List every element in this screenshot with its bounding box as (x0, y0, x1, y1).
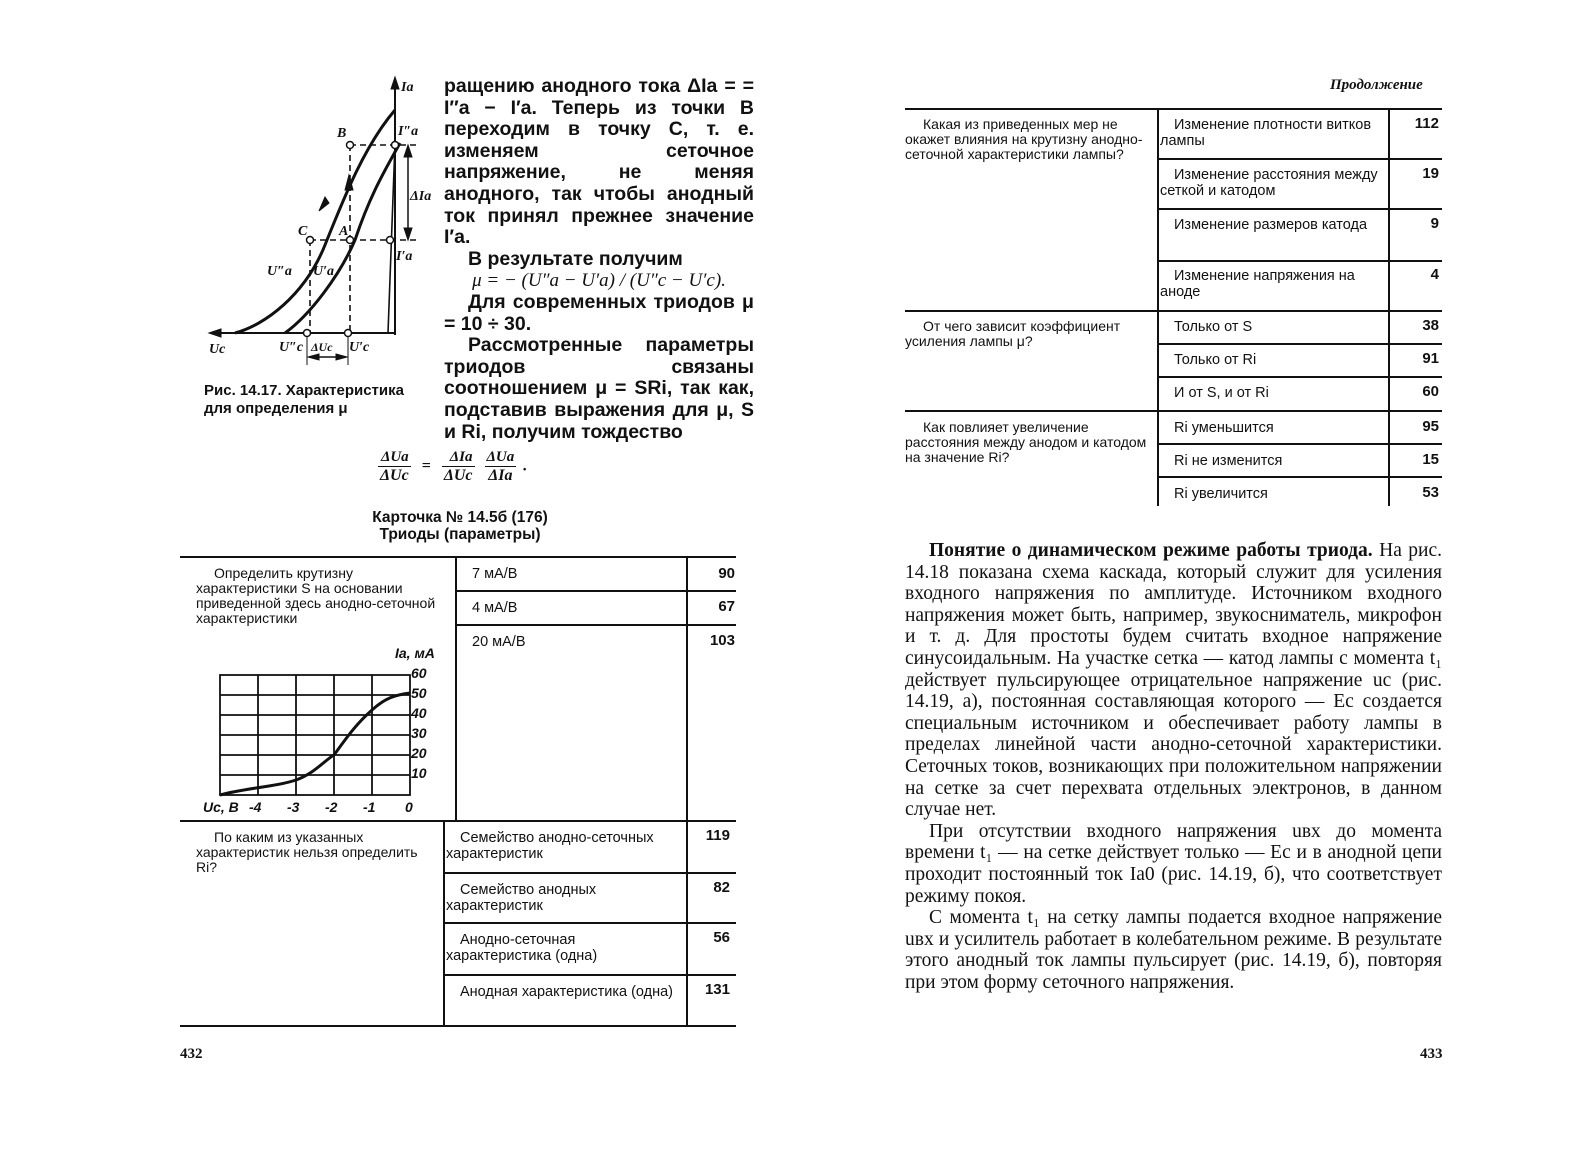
anode-grid-characteristic-chart (195, 640, 440, 820)
y-tick: 40 (411, 705, 427, 721)
label-uc-axis: Uс (209, 342, 226, 357)
answer-code: 131 (704, 981, 730, 998)
table-rule (905, 108, 1442, 110)
label-uc-single: U′с (349, 340, 370, 355)
paragraph: С момента t₁ на сетку лампы подается входное напряжение uвх и усилитель работает в колебательном режиме. В результате этого анодный ток лампы пульсирует (рис. 14.19, б), повторяя при этом форму сеточного напряжения. (905, 907, 1442, 993)
fraction: $\frac{\text{ΔUа}}{\text{ΔUс}}$ (380, 449, 409, 484)
table-rule (1157, 376, 1442, 378)
table-rule (686, 556, 688, 1026)
table-rule (443, 922, 736, 924)
y-tick: 60 (411, 665, 427, 681)
answer-code: 90 (718, 565, 735, 582)
card-title: Карточка № 14.5б (176) (372, 509, 548, 526)
chart-ylabel: Iа, мА (395, 645, 435, 661)
table-rule (455, 556, 457, 820)
label-uc-double: U″с (279, 340, 304, 355)
x-tick: -3 (287, 799, 300, 815)
page-number: 432 (180, 1046, 203, 1062)
label-ia-axis: Iа (401, 80, 414, 95)
answer-code: 112 (1414, 115, 1439, 132)
question-cell: Как повлияет увеличение расстояния между анодом и катодом на значение Ri? (905, 419, 1147, 465)
answer-code: 38 (1422, 317, 1439, 334)
question-cell: От чего зависит коэффициент усиления лампы μ? (905, 318, 1121, 349)
answer-cell: 20 мА/В (472, 634, 526, 650)
answer-cell: Ri увеличится (1174, 486, 1268, 502)
table-rule (443, 974, 736, 976)
table-rule (1157, 158, 1442, 160)
label-delta-uc: ΔUс (311, 340, 333, 354)
y-tick: 30 (411, 725, 427, 741)
table-rule (180, 820, 736, 822)
question-cell: По каким из указанных характеристик нельзя определить Ri? (196, 829, 418, 875)
answer-cell: Только от S (1174, 319, 1253, 335)
figure-caption: Рис. 14.17. Характеристика для определения μ (204, 382, 404, 417)
figure-14-17-diagram (195, 75, 435, 375)
x-tick: -4 (249, 799, 262, 815)
answer-code: 9 (1430, 215, 1439, 232)
paragraph: Для современных триодов μ = 10 ÷ 30. (444, 290, 754, 335)
x-tick: -1 (363, 799, 376, 815)
section-heading: Понятие о динамическом режиме работы триода. (929, 540, 1373, 561)
answer-code: 56 (713, 929, 730, 946)
answer-code: 15 (1422, 451, 1439, 468)
label-ua-single: U′а (313, 264, 335, 279)
table-rule (1157, 108, 1159, 506)
label-ua-double: U″а (267, 264, 292, 279)
answer-cell: Изменение расстояния между сеткой и катодом (1160, 167, 1378, 199)
continuation-label: Продолжение (1330, 77, 1423, 93)
label-point-c: C (298, 224, 308, 239)
paragraph: В результате получим (468, 247, 683, 270)
label-point-b: B (337, 126, 347, 141)
answer-cell: Семейство анодных характеристик (446, 882, 597, 914)
identity-formula: $\frac{\text{ΔUа}}{\text{ΔUс}}$ = $\frac{\text{ΔIа}}{\text{ΔUс}}$ $\frac{\text{ΔUа}}{\text{ΔIа}}$ . (380, 449, 528, 484)
page-number: 433 (1420, 1046, 1443, 1062)
formula-mu: μ = − (U″а − U′а) / (U″с − U′с). (472, 270, 726, 292)
answer-cell: Ri не изменится (1174, 453, 1283, 469)
answer-cell: И от S, и от Ri (1174, 385, 1269, 401)
label-delta-ia: ΔIа (410, 189, 432, 204)
label-ia-single: I′а (396, 249, 413, 264)
table-rule (1388, 108, 1390, 506)
card-heading (180, 509, 740, 543)
y-tick: 20 (411, 745, 427, 761)
answer-code: 67 (718, 598, 735, 615)
right-body-text (905, 540, 1442, 993)
table-rule (1157, 343, 1442, 345)
table-rule (1157, 208, 1442, 210)
question-cell: Определить крутизну характеристики S на основании приведенной здесь анодно-сеточной характеристики (196, 565, 436, 626)
answer-code: 95 (1422, 418, 1439, 435)
table-rule (180, 556, 736, 558)
paragraph: Рассмотренные параметры триодов связаны соотношением μ = SRi, так как, подставив выражения для μ, S и Ri, получим тождество (444, 334, 754, 443)
chart-xlabel: Uс, В (203, 799, 239, 815)
answer-cell: 7 мА/В (472, 566, 518, 582)
label-point-a: A (339, 224, 349, 239)
answer-cell: Изменение размеров катода (1174, 217, 1368, 233)
answer-code: 19 (1422, 165, 1439, 182)
fraction: $\frac{\text{ΔIа}}{\text{ΔUс}}$ (443, 449, 473, 484)
answer-code: 60 (1422, 383, 1439, 400)
table-rule (905, 410, 1442, 412)
answer-code: 119 (705, 827, 730, 844)
answer-cell: Изменение плотности витков лампы (1160, 117, 1372, 149)
table-rule (455, 590, 736, 592)
answer-code: 4 (1430, 266, 1439, 283)
left-body-text (444, 76, 754, 443)
paragraph: При отсутствии входного напряжения uвх до момента времени t₁ — на сетке действует только — Eс и в анодной цепи проходит постоянный ток Iа0 (рис. 14.19, б), что соответствует режиму покоя. (905, 820, 1442, 907)
answer-cell: Только от Ri (1174, 352, 1257, 368)
paragraph: ращению анодного тока ΔIа = = I″а − I′а. Теперь из точки B переходим в точку C, т. е. изменяем сеточное напряжение, не меняя анодного, так чтобы анодный ток принял прежнее значение I′а. (444, 75, 754, 249)
answer-cell: Семейство анодно-сеточных характеристик (446, 830, 654, 862)
table-rule (180, 1025, 736, 1027)
answer-cell: Анодно-сеточная характеристика (одна) (446, 932, 598, 964)
question-cell: Какая из приведенных мер не окажет влияния на крутизну анодно-сеточной характеристики лампы? (905, 116, 1143, 162)
paragraph: На рис. 14.18 показана схема каскада, который служит для усиления входного напряжения по амплитуде. Источником входного напряжения может быть, например, звукосниматель, микрофон и т. д. Для простоты будем считать входное напряжение синусоидальным. На участке сетка — катод лампы с момента t₁ действует пульсирующее отрицательное напряжение uс (рис. 14.19, а), постоянная составляющая которого — Eс создается специальным источником и обеспечивает работу лампы в пределах линейной части анодно-сеточной характеристики. Сеточных токов, возникающих при положительном напряжении на сетке за счет перехвата отдельных электронов, в данном случае нет. (905, 540, 1442, 821)
answer-cell: Анодная характеристика (одна) (460, 984, 674, 1000)
answer-code: 53 (1422, 484, 1439, 501)
table-rule (905, 310, 1442, 312)
answer-cell: Ri уменьшится (1174, 420, 1274, 436)
answer-code: 82 (713, 879, 730, 896)
table-rule (1157, 443, 1442, 445)
table-rule (443, 872, 736, 874)
x-tick: -2 (325, 799, 338, 815)
answer-cell: Изменение напряжения на аноде (1160, 268, 1355, 300)
table-rule (455, 624, 736, 626)
fraction: $\frac{\text{ΔUа}}{\text{ΔIа}}$ (486, 449, 515, 484)
y-tick: 50 (411, 685, 427, 701)
card-subtitle: Триоды (параметры) (379, 526, 541, 543)
answer-code: 91 (1422, 350, 1439, 367)
y-tick: 10 (411, 765, 427, 781)
answer-cell: 4 мА/В (472, 600, 518, 616)
table-rule (1157, 260, 1442, 262)
label-ia-double: I″а (398, 124, 419, 139)
table-rule (1157, 476, 1442, 478)
answer-code: 103 (709, 632, 735, 649)
x-tick: 0 (405, 799, 413, 815)
